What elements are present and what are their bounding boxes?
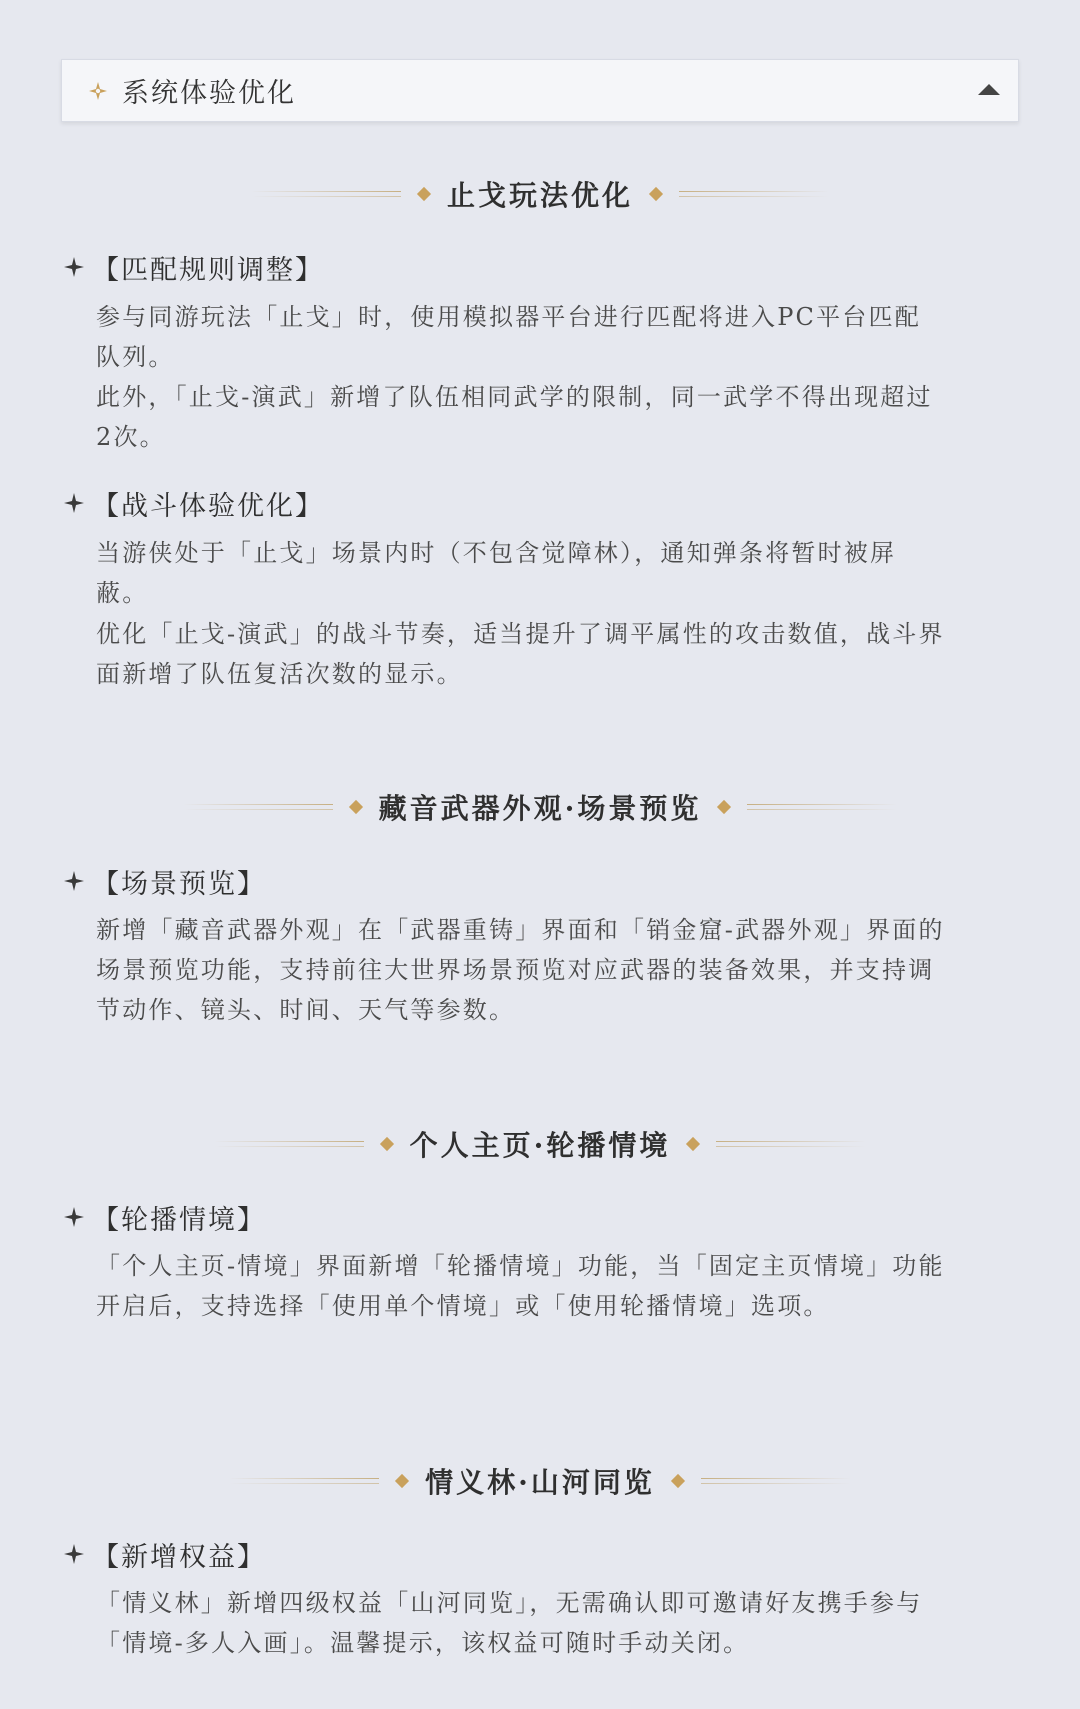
item-heading-label: 【场景预览】 <box>92 868 266 900</box>
divider-line <box>183 800 333 814</box>
diamond-icon <box>417 187 431 201</box>
item-heading <box>62 1200 266 1234</box>
divider-line <box>679 187 829 201</box>
paragraph: 当游侠处于「止戈」场景内时（不包含觉障林），通知弹条将暂时被屏蔽。 <box>96 539 897 607</box>
divider-line <box>747 800 897 814</box>
paragraph: 新增「藏音武器外观」在「武器重铸」界面和「销金窟-武器外观」界面的场景预览功能，支持前往大世界场景预览对应武器的装备效果，并支持调节动作、镜头、时间、天气等参数。 <box>96 916 945 1024</box>
item-heading <box>62 864 266 898</box>
section-title-text: 止戈玩法优化 <box>446 179 633 212</box>
sparkle-icon <box>88 81 108 101</box>
diamond-icon <box>380 1137 394 1151</box>
item-heading <box>62 250 324 284</box>
collapse-arrow-icon[interactable] <box>978 84 1000 95</box>
diamond-icon <box>671 1474 685 1488</box>
paragraph: 参与同游玩法「止戈」时，使用模拟器平台进行匹配将进入PC平台匹配队列。 <box>96 303 921 371</box>
item-heading <box>62 486 324 520</box>
divider-line <box>251 187 401 201</box>
star-icon <box>62 491 86 515</box>
paragraph: 「个人主页-情境」界面新增「轮播情境」功能，当「固定主页情境」功能开启后，支持选择「使用单个情境」或「使用轮播情境」选项。 <box>96 1252 945 1320</box>
collapse-header[interactable] <box>61 59 1019 122</box>
diamond-icon <box>686 1137 700 1151</box>
diamond-icon <box>649 187 663 201</box>
star-icon <box>62 1205 86 1229</box>
diamond-icon <box>349 800 363 814</box>
section-title-text: 个人主页·轮播情境 <box>409 1129 671 1162</box>
section-title-text: 情义林·山河同览 <box>425 1466 655 1499</box>
divider-line <box>701 1474 851 1488</box>
paragraph: 优化「止戈-演武」的战斗节奏，适当提升了调平属性的攻击数值，战斗界面新增了队伍复活次数的显示。 <box>96 620 945 688</box>
star-icon <box>62 869 86 893</box>
section-title <box>0 174 1080 214</box>
divider-line <box>229 1474 379 1488</box>
section-title <box>0 1461 1080 1501</box>
item-heading-label: 【轮播情境】 <box>92 1204 266 1236</box>
section-title <box>0 1124 1080 1164</box>
star-icon <box>62 255 86 279</box>
item-heading <box>62 1537 266 1571</box>
item-heading-label: 【匹配规则调整】 <box>92 254 324 286</box>
divider-line <box>214 1137 364 1151</box>
item-heading-label: 【新增权益】 <box>92 1541 266 1573</box>
divider-line <box>716 1137 866 1151</box>
diamond-icon <box>395 1474 409 1488</box>
item-heading-label: 【战斗体验优化】 <box>92 490 324 522</box>
diamond-icon <box>717 800 731 814</box>
paragraph: 此外，「止戈-演武」新增了队伍相同武学的限制，同一武学不得出现超过2次。 <box>96 383 933 451</box>
collapse-header-title: 系统体验优化 <box>122 78 296 109</box>
star-icon <box>62 1542 86 1566</box>
paragraph: 「情义林」新增四级权益「山河同览」，无需确认即可邀请好友携手参与「情境-多人入画」。温馨提示，该权益可随时手动关闭。 <box>96 1589 923 1657</box>
section-title-text: 藏音武器外观·场景预览 <box>378 792 702 825</box>
section-title <box>0 787 1080 827</box>
